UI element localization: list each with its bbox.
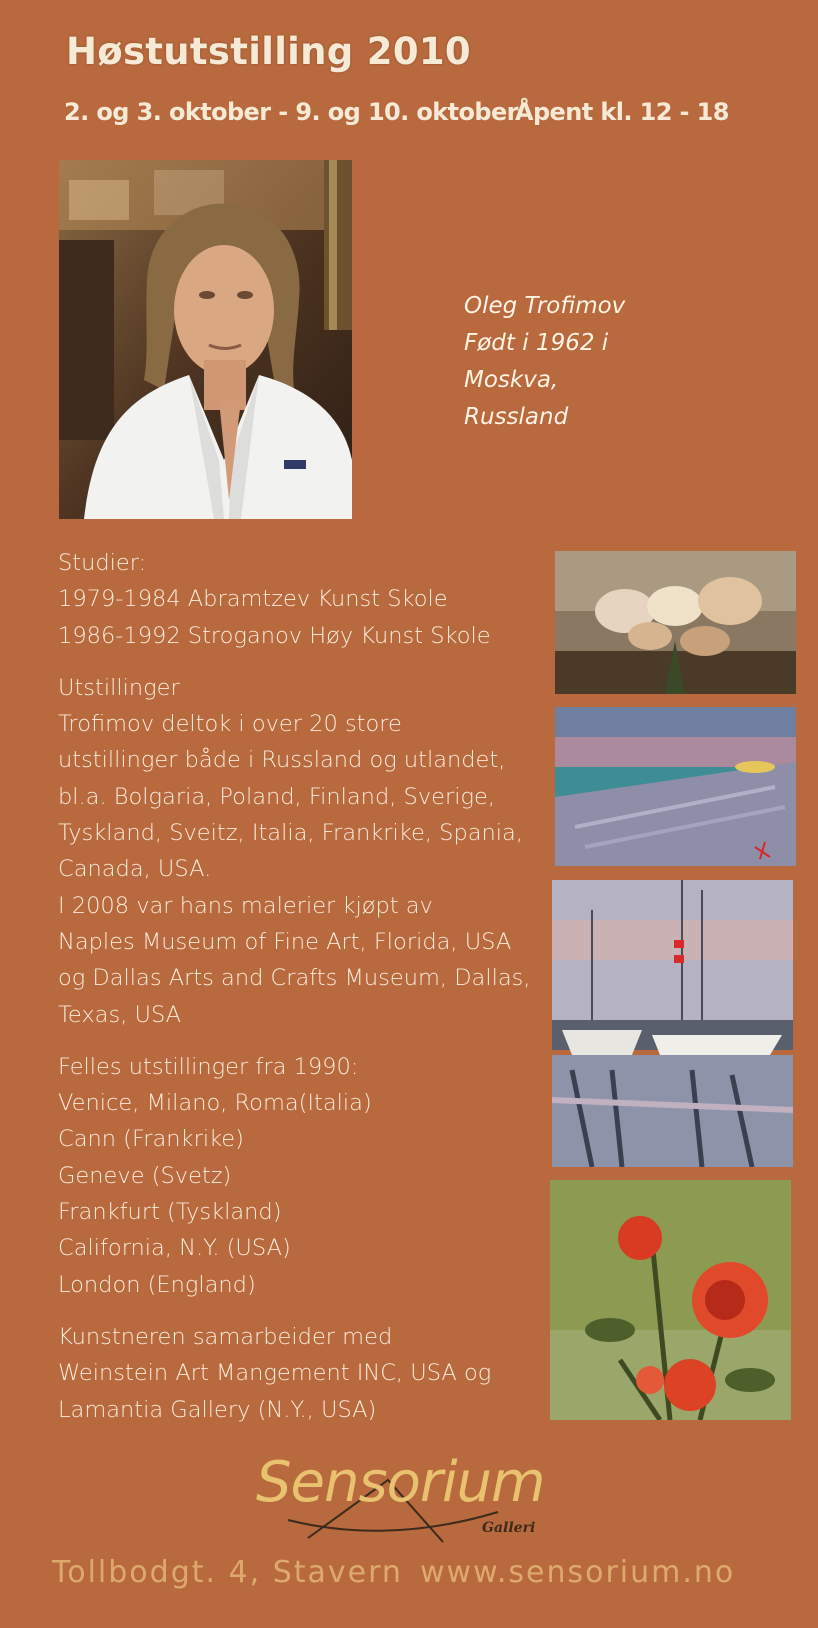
page-title: Høstutstilling 2010 [66, 30, 471, 73]
artist-birth: Født i 1962 i [464, 330, 609, 356]
artist-portrait [59, 160, 352, 519]
cooperation-line: Kunstneren samarbeider med [58, 1323, 393, 1350]
exhibitions-line: bl.a. Bolgaria, Poland, Finland, Sverige, [58, 783, 495, 810]
cooperation-line: Weinstein Art Mangement INC, USA og [58, 1360, 492, 1387]
exhibitions-line: Tyskland, Sveitz, Italia, Frankrike, Spania, [58, 820, 523, 847]
joint-line: Geneve (Svetz) [58, 1162, 232, 1189]
exhibitions-heading: Utstillinger [58, 674, 180, 701]
joint-line: Frankfurt (Tyskland) [58, 1199, 282, 1226]
artist-country: Russland [464, 404, 569, 430]
joint-line: California, N.Y. (USA) [58, 1235, 291, 1262]
logo-subtitle: Galleri [482, 1520, 536, 1536]
painting-flowers [555, 551, 796, 694]
exhibitions-line: utstillinger både i Russland og utlandet, [58, 747, 506, 774]
painting-harbor [552, 880, 793, 1167]
gallery-logo [248, 1450, 588, 1552]
studies-heading: Studier: [58, 550, 147, 576]
painting-beach [555, 707, 796, 866]
joint-heading: Felles utstillinger fra 1990: [58, 1053, 359, 1080]
joint-line: Venice, Milano, Roma(Italia) [58, 1090, 372, 1117]
logo-name: Sensorium [256, 1450, 545, 1515]
footer-website-link[interactable]: www.sensorium.no [420, 1555, 736, 1590]
cooperation-line: Lamantia Gallery (N.Y., USA) [58, 1396, 377, 1423]
joint-line: London (England) [58, 1271, 256, 1298]
artist-city: Moskva, [464, 367, 559, 393]
opening-hours: Åpent kl. 12 - 18 [515, 98, 729, 126]
exhibitions-line: I 2008 var hans malerier kjøpt av [58, 892, 433, 919]
exhibition-dates: 2. og 3. oktober - 9. og 10. oktober [64, 98, 518, 126]
joint-line: Cann (Frankrike) [58, 1126, 244, 1153]
info-text [58, 545, 548, 1428]
artist-bio [464, 288, 625, 436]
study-line: 1986-1992 Stroganov Høy Kunst Skole [58, 622, 491, 649]
exhibitions-line: og Dallas Arts and Crafts Museum, Dallas, [58, 965, 531, 992]
artist-name: Oleg Trofimov [464, 293, 626, 319]
exhibitions-line: Naples Museum of Fine Art, Florida, USA [58, 928, 512, 955]
exhibitions-line: Canada, USA. [58, 856, 212, 883]
footer-address: Tollbodgt. 4, Stavern [52, 1555, 403, 1590]
painting-roses [550, 1180, 791, 1420]
exhibitions-line: Texas, USA [58, 1001, 182, 1028]
study-line: 1979-1984 Abramtzev Kunst Skole [58, 586, 448, 613]
exhibitions-line: Trofimov deltok i over 20 store [58, 711, 402, 738]
